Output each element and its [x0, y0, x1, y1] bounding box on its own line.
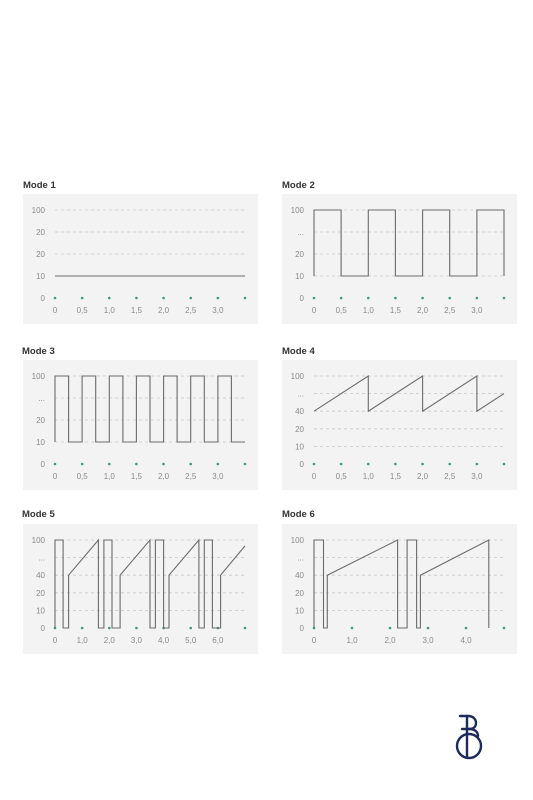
baseline-dot [476, 297, 479, 300]
x-tick-label: 0 [311, 472, 317, 481]
x-tick-label: 0 [311, 636, 317, 645]
baseline-dot [340, 463, 343, 466]
baseline-dot [217, 463, 220, 466]
x-tick-label: 2,5 [444, 306, 456, 315]
baseline-dot [81, 463, 84, 466]
x-tick-label: 2,5 [185, 472, 197, 481]
x-tick-label: 5,0 [185, 636, 197, 645]
baseline-dot [81, 297, 84, 300]
x-tick-label: 2,0 [384, 636, 396, 645]
baseline-dot [421, 297, 424, 300]
x-tick-label: 1,5 [130, 306, 142, 315]
x-tick-label: 0 [311, 306, 317, 315]
baseline-dot [313, 463, 316, 466]
y-tick-label: 20 [36, 416, 45, 425]
y-tick-label: 100 [290, 536, 304, 545]
chart-mode-4 [282, 360, 517, 490]
y-tick-label: 40 [295, 407, 304, 417]
x-tick-label: 3,0 [471, 306, 483, 315]
x-tick-label: 2,0 [158, 306, 170, 315]
x-tick-label: 2,5 [185, 306, 197, 315]
y-tick-label: 0 [40, 624, 45, 633]
baseline-dot [448, 463, 451, 466]
y-tick-label: 0 [299, 624, 304, 633]
y-tick-label: 10 [36, 606, 45, 616]
baseline-dot [244, 297, 247, 300]
chart-mode-6 [282, 524, 517, 654]
y-tick-label: 0 [299, 460, 304, 469]
baseline-dot [54, 297, 57, 300]
series-line [314, 376, 504, 411]
x-tick-label: 2,0 [103, 636, 115, 645]
x-tick-label: 3,0 [422, 636, 434, 645]
baseline-dot [135, 627, 138, 630]
baseline-dot [503, 297, 506, 300]
baseline-dot [54, 463, 57, 466]
x-tick-label: 1,0 [346, 636, 358, 645]
x-tick-label: 3,0 [212, 472, 224, 481]
baseline-dot [313, 297, 316, 300]
baseline-dot [162, 463, 165, 466]
x-tick-label: 1,0 [76, 636, 88, 645]
x-tick-label: 2,5 [444, 472, 456, 481]
baseline-dot [340, 297, 343, 300]
x-tick-label: 3,0 [471, 472, 483, 481]
baseline-dot [394, 297, 397, 300]
y-tick-label: 0 [299, 294, 304, 303]
x-tick-label: 0 [52, 306, 58, 315]
y-tick-label: 20 [36, 588, 45, 598]
x-tick-label: 1,0 [362, 306, 374, 315]
x-tick-label: 2,0 [158, 472, 170, 481]
baseline-dot [244, 463, 247, 466]
baseline-dot [394, 463, 397, 466]
y-tick-label: 10 [295, 606, 304, 616]
x-tick-label: 1,5 [389, 472, 401, 481]
series-line [314, 540, 489, 628]
baseline-dot [189, 463, 192, 466]
x-tick-label: 3,0 [212, 306, 224, 315]
y-tick-label: 20 [295, 250, 304, 259]
series-line [55, 540, 245, 628]
y-tick-label: 100 [31, 372, 45, 381]
x-tick-label: 1,0 [362, 472, 374, 481]
series-line [314, 210, 504, 276]
x-tick-label: 0,5 [76, 306, 88, 315]
y-tick-label: 0 [40, 294, 45, 303]
x-tick-label: 1,5 [130, 472, 142, 481]
baseline-dot [81, 627, 84, 630]
baseline-dot [503, 627, 506, 630]
baseline-dot [108, 297, 111, 300]
baseline-dot [189, 627, 192, 630]
baseline-dot [189, 297, 192, 300]
chart-title-mode-2: Mode 2 [282, 180, 315, 191]
y-tick-label: 20 [295, 424, 304, 434]
baseline-dot [108, 463, 111, 466]
chart-mode-5 [23, 524, 258, 654]
y-tick-label: ... [38, 553, 45, 563]
baseline-dot [135, 297, 138, 300]
chart-mode-3 [23, 360, 258, 490]
x-tick-label: 0,5 [76, 472, 88, 481]
x-tick-label: 2,0 [417, 472, 429, 481]
x-tick-label: 0,5 [335, 472, 347, 481]
x-tick-label: 1,5 [389, 306, 401, 315]
baseline-dot [448, 297, 451, 300]
x-tick-label: 2,0 [417, 306, 429, 315]
y-tick-label: 10 [295, 272, 304, 281]
baseline-dot [367, 463, 370, 466]
baseline-dot [351, 627, 354, 630]
chart-title-mode-4: Mode 4 [282, 346, 315, 357]
baseline-dot [476, 463, 479, 466]
baseline-dot [427, 627, 430, 630]
y-tick-label: 10 [36, 438, 45, 447]
baseline-dot [465, 627, 468, 630]
baseline-dot [421, 463, 424, 466]
x-tick-label: 1,0 [103, 472, 115, 481]
baseline-dot [503, 463, 506, 466]
chart-title-mode-1: Mode 1 [23, 180, 56, 191]
x-tick-label: 4,0 [158, 636, 170, 645]
y-tick-label: 20 [295, 588, 304, 598]
x-tick-label: 1,0 [103, 306, 115, 315]
y-tick-label: 100 [290, 372, 304, 381]
chart-mode-2 [282, 194, 517, 324]
chart-title-mode-6: Mode 6 [282, 509, 315, 520]
baseline-dot [244, 627, 247, 630]
x-tick-label: 0 [52, 636, 58, 645]
y-tick-label: ... [297, 228, 304, 237]
x-tick-label: 3,0 [130, 636, 142, 645]
y-tick-label: 20 [36, 250, 45, 259]
baseline-dot [162, 297, 165, 300]
baseline-dot [135, 463, 138, 466]
baseline-dot [108, 627, 111, 630]
y-tick-label: 40 [295, 571, 304, 581]
x-tick-label: 0,5 [335, 306, 347, 315]
y-tick-label: 40 [36, 571, 45, 581]
baseline-dot [389, 627, 392, 630]
y-tick-label: ... [297, 389, 304, 399]
y-tick-label: 10 [36, 272, 45, 281]
chart-title-mode-3: Mode 3 [22, 346, 55, 357]
x-tick-label: 4,0 [460, 636, 472, 645]
y-tick-label: 100 [290, 206, 304, 215]
x-tick-label: 6,0 [212, 636, 224, 645]
brand-monogram-icon [452, 713, 486, 761]
y-tick-label: ... [297, 553, 304, 563]
y-tick-label: 0 [40, 460, 45, 469]
series-line [55, 376, 245, 442]
baseline-dot [217, 297, 220, 300]
y-tick-label: 100 [31, 206, 45, 215]
baseline-dot [367, 297, 370, 300]
y-tick-label: 100 [31, 536, 45, 545]
y-tick-label: 10 [295, 442, 304, 452]
chart-title-mode-5: Mode 5 [22, 509, 55, 520]
y-tick-label: 20 [36, 228, 45, 237]
x-tick-label: 0 [52, 472, 58, 481]
chart-mode-1 [23, 194, 258, 324]
y-tick-label: ... [38, 394, 45, 403]
